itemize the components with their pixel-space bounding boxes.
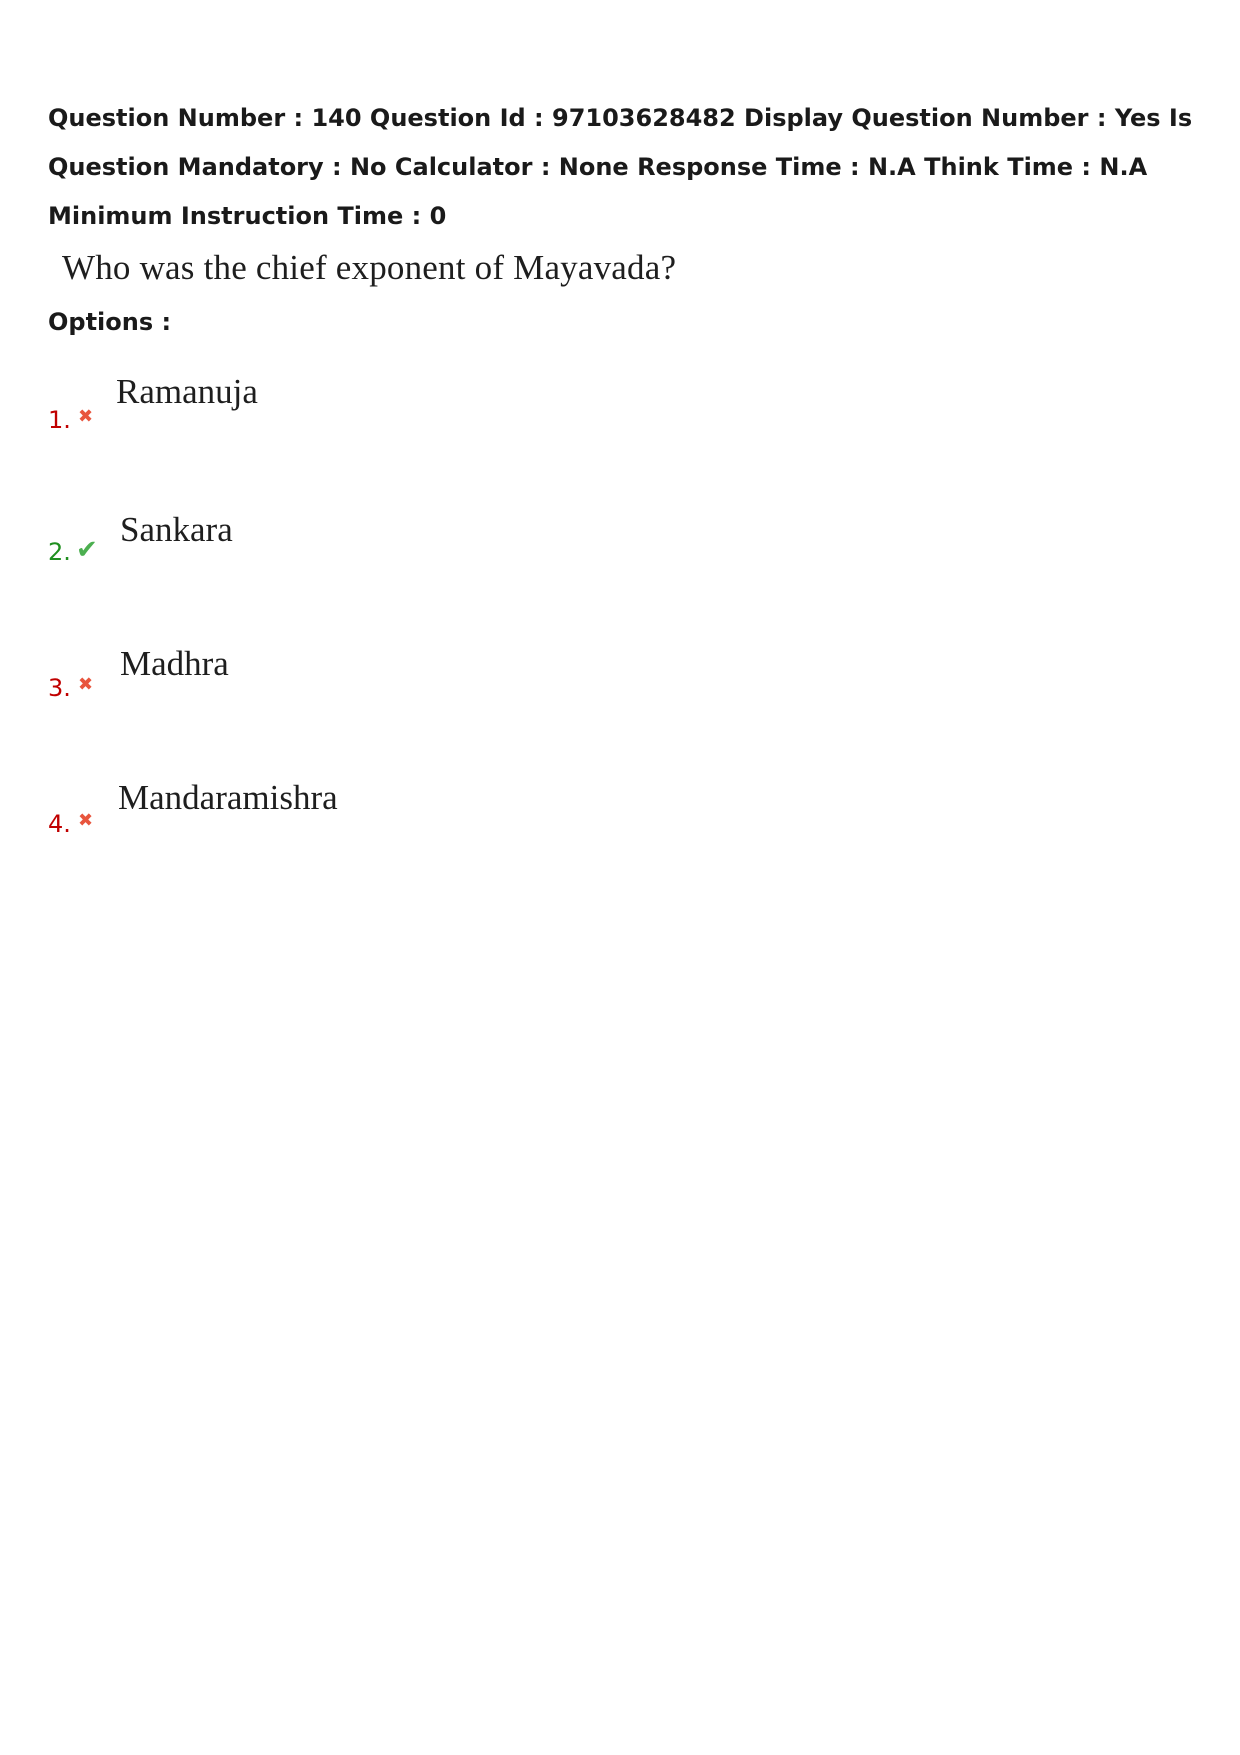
option-text: Ramanuja (116, 372, 258, 411)
option-4 (48, 778, 748, 848)
cross-icon: ✖ (78, 406, 94, 427)
check-icon: ✔ (76, 535, 98, 565)
option-number: 2. (48, 538, 71, 566)
option-number: 3. (48, 674, 71, 702)
option-3 (48, 644, 748, 714)
question-text: Who was the chief exponent of Mayavada? (62, 248, 677, 287)
option-text: Madhra (120, 644, 229, 683)
option-number: 1. (48, 406, 71, 434)
cross-icon: ✖ (78, 810, 94, 831)
option-1 (48, 372, 748, 442)
question-metadata: Question Number : 140 Question Id : 97103628482 Display Question Number : Yes Is Question Mandatory : No Calculator : None Response Time : N.A Think Time : N.A Minimum Instruction Time : 0 (48, 104, 1201, 230)
cross-icon: ✖ (78, 674, 94, 695)
option-number: 4. (48, 810, 71, 838)
options-label: Options : (48, 308, 172, 336)
option-text: Sankara (120, 510, 233, 549)
option-2 (48, 508, 748, 578)
option-text: Mandaramishra (118, 778, 338, 817)
